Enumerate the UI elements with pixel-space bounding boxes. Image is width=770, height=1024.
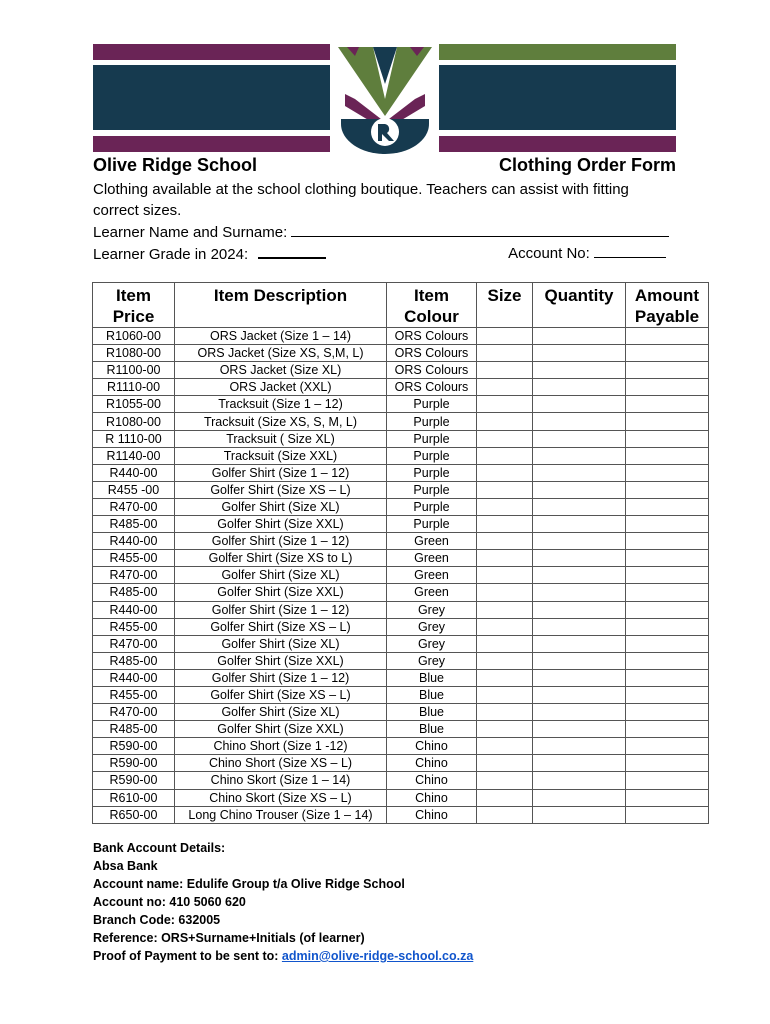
size-cell[interactable]	[477, 533, 533, 550]
description-cell: Chino Skort (Size XS – L)	[175, 789, 387, 806]
colour-cell: Purple	[387, 430, 477, 447]
amount-payable-cell[interactable]	[626, 601, 709, 618]
quantity-cell[interactable]	[533, 396, 626, 413]
description-cell: Golfer Shirt (Size XS – L)	[175, 618, 387, 635]
table-row	[93, 738, 709, 755]
account-field[interactable]	[594, 242, 666, 258]
price-cell: R470-00	[93, 704, 175, 721]
school-logo	[93, 44, 676, 154]
price-cell: R590-00	[93, 738, 175, 755]
price-cell: R 1110-00	[93, 430, 175, 447]
grade-field[interactable]	[258, 242, 326, 259]
table-row	[93, 567, 709, 584]
colour-cell: Grey	[387, 618, 477, 635]
quantity-cell[interactable]	[533, 533, 626, 550]
size-cell[interactable]	[477, 413, 533, 430]
quantity-cell[interactable]	[533, 328, 626, 345]
description-cell: Long Chino Trouser (Size 1 – 14)	[175, 806, 387, 823]
table-row	[93, 379, 709, 396]
size-cell[interactable]	[477, 635, 533, 652]
description-cell: Golfer Shirt (Size XS to L)	[175, 550, 387, 567]
quantity-cell[interactable]	[533, 345, 626, 362]
description-cell: Golfer Shirt (Size XXL)	[175, 721, 387, 738]
table-row	[93, 584, 709, 601]
quantity-cell[interactable]	[533, 481, 626, 498]
description-cell: Golfer Shirt (Size 1 – 12)	[175, 669, 387, 686]
description-cell: ORS Jacket (XXL)	[175, 379, 387, 396]
amount-payable-cell[interactable]	[626, 413, 709, 430]
table-row	[93, 362, 709, 379]
quantity-cell[interactable]	[533, 498, 626, 515]
school-name: Olive Ridge School	[93, 155, 258, 175]
size-cell[interactable]	[477, 481, 533, 498]
amount-payable-cell[interactable]	[626, 704, 709, 721]
quantity-cell[interactable]	[533, 430, 626, 447]
amount-payable-cell[interactable]	[626, 584, 709, 601]
size-cell[interactable]	[477, 704, 533, 721]
price-cell: R470-00	[93, 498, 175, 515]
price-cell: R455-00	[93, 686, 175, 703]
quantity-cell[interactable]	[533, 721, 626, 738]
proof-label: Proof of Payment to be sent to:	[93, 949, 282, 963]
amount-payable-cell[interactable]	[626, 789, 709, 806]
colour-cell: Grey	[387, 652, 477, 669]
quantity-cell[interactable]	[533, 738, 626, 755]
amount-payable-cell[interactable]	[626, 772, 709, 789]
quantity-cell[interactable]	[533, 772, 626, 789]
price-cell: R455 -00	[93, 481, 175, 498]
quantity-cell[interactable]	[533, 601, 626, 618]
size-cell[interactable]	[477, 601, 533, 618]
colour-cell: Purple	[387, 464, 477, 481]
price-cell: R440-00	[93, 601, 175, 618]
quantity-cell[interactable]	[533, 413, 626, 430]
amount-payable-cell[interactable]	[626, 567, 709, 584]
colour-cell: Blue	[387, 686, 477, 703]
quantity-cell[interactable]	[533, 635, 626, 652]
size-cell[interactable]	[477, 516, 533, 533]
price-cell: R1110-00	[93, 379, 175, 396]
header-item-colour: Item Colour	[387, 283, 477, 328]
size-cell[interactable]	[477, 379, 533, 396]
size-cell[interactable]	[477, 567, 533, 584]
price-cell: R610-00	[93, 789, 175, 806]
description-cell: Golfer Shirt (Size XXL)	[175, 652, 387, 669]
amount-payable-cell[interactable]	[626, 362, 709, 379]
table-row	[93, 396, 709, 413]
size-cell[interactable]	[477, 618, 533, 635]
description-cell: Tracksuit (Size XXL)	[175, 447, 387, 464]
quantity-cell[interactable]	[533, 447, 626, 464]
account-name: Account name: Edulife Group t/a Olive Ridge School	[93, 877, 405, 891]
size-cell[interactable]	[477, 755, 533, 772]
learner-name-label: Learner Name and Surname:	[93, 224, 288, 241]
size-cell[interactable]	[477, 669, 533, 686]
table-row	[93, 789, 709, 806]
proof-of-payment	[93, 947, 473, 965]
form-title: Clothing Order Form	[499, 155, 676, 175]
description-cell: Tracksuit (Size XS, S, M, L)	[175, 413, 387, 430]
description-cell: Golfer Shirt (Size 1 – 12)	[175, 533, 387, 550]
colour-cell: Chino	[387, 789, 477, 806]
colour-cell: Purple	[387, 481, 477, 498]
amount-payable-cell[interactable]	[626, 755, 709, 772]
size-cell[interactable]	[477, 789, 533, 806]
quantity-cell[interactable]	[533, 550, 626, 567]
price-cell: R1080-00	[93, 413, 175, 430]
price-cell: R590-00	[93, 755, 175, 772]
price-cell: R470-00	[93, 567, 175, 584]
description-cell: Golfer Shirt (Size XXL)	[175, 516, 387, 533]
quantity-cell[interactable]	[533, 669, 626, 686]
table-row	[93, 345, 709, 362]
amount-payable-cell[interactable]	[626, 430, 709, 447]
description-cell: ORS Jacket (Size 1 – 14)	[175, 328, 387, 345]
header-amount-payable: Amount Payable	[626, 283, 709, 328]
amount-payable-cell[interactable]	[626, 618, 709, 635]
quantity-cell[interactable]	[533, 362, 626, 379]
description-cell: ORS Jacket (Size XL)	[175, 362, 387, 379]
description-cell: Golfer Shirt (Size XL)	[175, 635, 387, 652]
quantity-cell[interactable]	[533, 567, 626, 584]
size-cell[interactable]	[477, 498, 533, 515]
size-cell[interactable]	[477, 396, 533, 413]
price-cell: R650-00	[93, 806, 175, 823]
colour-cell: ORS Colours	[387, 345, 477, 362]
table-row	[93, 618, 709, 635]
colour-cell: ORS Colours	[387, 362, 477, 379]
price-cell: R470-00	[93, 635, 175, 652]
size-cell[interactable]	[477, 430, 533, 447]
table-row	[93, 413, 709, 430]
table-row	[93, 447, 709, 464]
price-cell: R440-00	[93, 533, 175, 550]
description-cell: Golfer Shirt (Size XL)	[175, 498, 387, 515]
colour-cell: Green	[387, 584, 477, 601]
colour-cell: Purple	[387, 447, 477, 464]
bank-details	[93, 839, 473, 965]
quantity-cell[interactable]	[533, 516, 626, 533]
table-row	[93, 481, 709, 498]
amount-payable-cell[interactable]	[626, 379, 709, 396]
colour-cell: ORS Colours	[387, 328, 477, 345]
quantity-cell[interactable]	[533, 704, 626, 721]
payment-reference: Reference: ORS+Surname+Initials (of learner)	[93, 931, 365, 945]
price-cell: R440-00	[93, 669, 175, 686]
amount-payable-cell[interactable]	[626, 550, 709, 567]
size-cell[interactable]	[477, 738, 533, 755]
price-cell: R455-00	[93, 550, 175, 567]
header-item-description: Item Description	[175, 283, 387, 328]
table-row	[93, 601, 709, 618]
table-row	[93, 669, 709, 686]
table-row	[93, 806, 709, 823]
amount-payable-cell[interactable]	[626, 498, 709, 515]
price-cell: R455-00	[93, 618, 175, 635]
size-cell[interactable]	[477, 464, 533, 481]
table-row	[93, 652, 709, 669]
quantity-cell[interactable]	[533, 584, 626, 601]
quantity-cell[interactable]	[533, 789, 626, 806]
table-header-row	[93, 283, 709, 328]
description-cell: Chino Short (Size XS – L)	[175, 755, 387, 772]
price-cell: R1055-00	[93, 396, 175, 413]
colour-cell: Grey	[387, 601, 477, 618]
table-row	[93, 721, 709, 738]
order-table	[92, 282, 709, 824]
table-row	[93, 550, 709, 567]
colour-cell: Purple	[387, 498, 477, 515]
colour-cell: Purple	[387, 413, 477, 430]
table-row	[93, 686, 709, 703]
quantity-cell[interactable]	[533, 379, 626, 396]
description-cell: Golfer Shirt (Size XL)	[175, 704, 387, 721]
amount-payable-cell[interactable]	[626, 721, 709, 738]
table-row	[93, 430, 709, 447]
size-cell[interactable]	[477, 652, 533, 669]
table-row	[93, 328, 709, 345]
amount-payable-cell[interactable]	[626, 652, 709, 669]
description-cell: Golfer Shirt (Size XL)	[175, 567, 387, 584]
price-cell: R1060-00	[93, 328, 175, 345]
amount-payable-cell[interactable]	[626, 464, 709, 481]
price-cell: R485-00	[93, 652, 175, 669]
branch-code: Branch Code: 632005	[93, 913, 221, 927]
description-cell: Tracksuit (Size 1 – 12)	[175, 396, 387, 413]
description-cell: Golfer Shirt (Size 1 – 12)	[175, 464, 387, 481]
table-row	[93, 498, 709, 515]
colour-cell: Green	[387, 567, 477, 584]
price-cell: R590-00	[93, 772, 175, 789]
table-row	[93, 704, 709, 721]
description-cell: Chino Short (Size 1 -12)	[175, 738, 387, 755]
colour-cell: Purple	[387, 396, 477, 413]
amount-payable-cell[interactable]	[626, 806, 709, 823]
description-cell: Chino Skort (Size 1 – 14)	[175, 772, 387, 789]
account-row	[508, 242, 666, 264]
colour-cell: Green	[387, 550, 477, 567]
amount-payable-cell[interactable]	[626, 738, 709, 755]
header-quantity: Quantity	[533, 283, 626, 328]
account-label: Account No:	[508, 245, 590, 262]
table-row	[93, 464, 709, 481]
colour-cell: Blue	[387, 704, 477, 721]
size-cell[interactable]	[477, 806, 533, 823]
header-size: Size	[477, 283, 533, 328]
colour-cell: Blue	[387, 721, 477, 738]
colour-cell: Chino	[387, 772, 477, 789]
amount-payable-cell[interactable]	[626, 447, 709, 464]
price-cell: R485-00	[93, 516, 175, 533]
size-cell[interactable]	[477, 772, 533, 789]
amount-payable-cell[interactable]	[626, 481, 709, 498]
price-cell: R1080-00	[93, 345, 175, 362]
description-cell: Golfer Shirt (Size XS – L)	[175, 481, 387, 498]
colour-cell: ORS Colours	[387, 379, 477, 396]
title-row	[93, 155, 676, 177]
price-cell: R1100-00	[93, 362, 175, 379]
order-table-body	[93, 328, 709, 824]
amount-payable-cell[interactable]	[626, 669, 709, 686]
amount-payable-cell[interactable]	[626, 328, 709, 345]
size-cell[interactable]	[477, 362, 533, 379]
quantity-cell[interactable]	[533, 686, 626, 703]
account-number: Account no: 410 5060 620	[93, 895, 246, 909]
bank-name: Absa Bank	[93, 859, 158, 873]
colour-cell: Chino	[387, 738, 477, 755]
amount-payable-cell[interactable]	[626, 635, 709, 652]
learner-name-row	[93, 221, 669, 243]
description-cell: Tracksuit ( Size XL)	[175, 430, 387, 447]
grade-label: Learner Grade in 2024:	[93, 246, 249, 263]
description-cell: Golfer Shirt (Size XXL)	[175, 584, 387, 601]
amount-payable-cell[interactable]	[626, 396, 709, 413]
intro-text: Clothing available at the school clothing boutique. Teachers can assist with fitting correct sizes.	[93, 181, 629, 219]
table-row	[93, 635, 709, 652]
price-cell: R485-00	[93, 721, 175, 738]
description-cell: ORS Jacket (Size XS, S,M, L)	[175, 345, 387, 362]
table-row	[93, 772, 709, 789]
price-cell: R440-00	[93, 464, 175, 481]
grade-row	[93, 242, 326, 265]
colour-cell: Chino	[387, 755, 477, 772]
quantity-cell[interactable]	[533, 464, 626, 481]
size-cell[interactable]	[477, 584, 533, 601]
colour-cell: Green	[387, 533, 477, 550]
size-cell[interactable]	[477, 447, 533, 464]
email-link[interactable]: admin@olive-ridge-school.co.za	[281, 949, 474, 963]
size-cell[interactable]	[477, 328, 533, 345]
quantity-cell[interactable]	[533, 755, 626, 772]
table-row	[93, 533, 709, 550]
description-cell: Golfer Shirt (Size 1 – 12)	[175, 601, 387, 618]
amount-payable-cell[interactable]	[626, 533, 709, 550]
amount-payable-cell[interactable]	[626, 686, 709, 703]
size-cell[interactable]	[477, 345, 533, 362]
amount-payable-cell[interactable]	[626, 516, 709, 533]
header-item-price: Item Price	[93, 283, 175, 328]
colour-cell: Chino	[387, 806, 477, 823]
size-cell[interactable]	[477, 721, 533, 738]
bank-heading: Bank Account Details:	[93, 841, 226, 855]
quantity-cell[interactable]	[533, 652, 626, 669]
quantity-cell[interactable]	[533, 806, 626, 823]
table-row	[93, 516, 709, 533]
quantity-cell[interactable]	[533, 618, 626, 635]
price-cell: R1140-00	[93, 447, 175, 464]
colour-cell: Grey	[387, 635, 477, 652]
table-row	[93, 755, 709, 772]
amount-payable-cell[interactable]	[626, 345, 709, 362]
description-cell: Golfer Shirt (Size XS – L)	[175, 686, 387, 703]
colour-cell: Blue	[387, 669, 477, 686]
price-cell: R485-00	[93, 584, 175, 601]
colour-cell: Purple	[387, 516, 477, 533]
learner-name-field[interactable]	[291, 221, 669, 237]
size-cell[interactable]	[477, 686, 533, 703]
size-cell[interactable]	[477, 550, 533, 567]
